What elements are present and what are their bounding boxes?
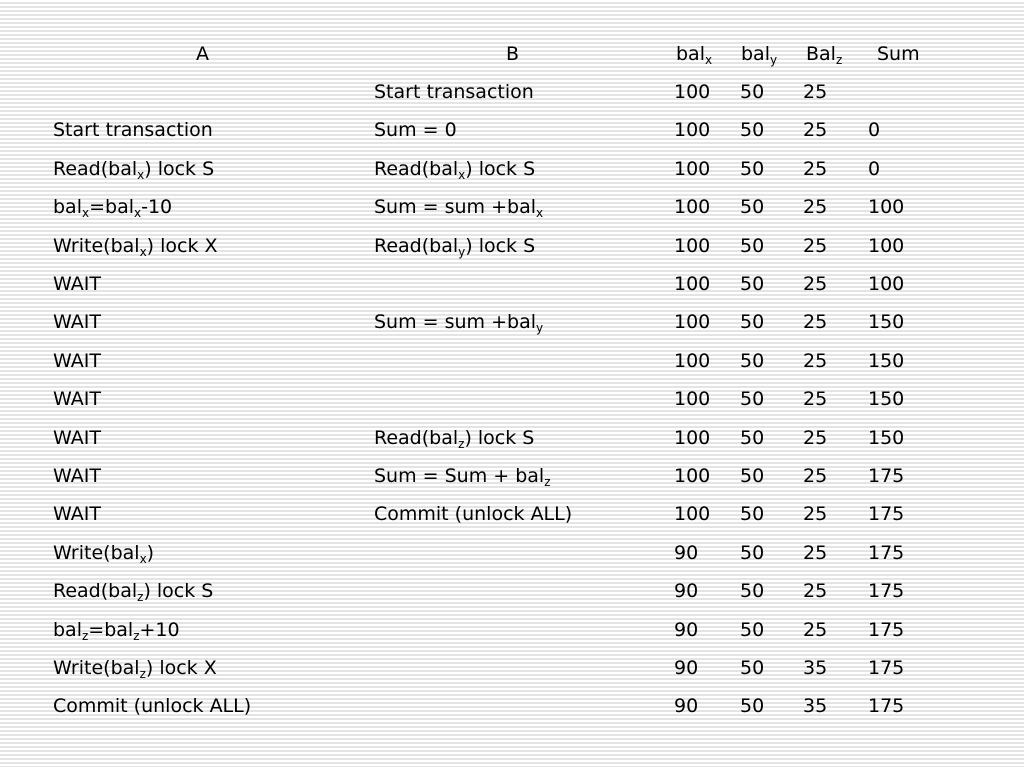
cell-b-text: Commit (unlock ALL): [374, 503, 573, 525]
cell-b: [374, 234, 535, 258]
cell-b-text: ) lock S: [465, 235, 536, 257]
cell-balz: 25: [803, 311, 828, 333]
cell-a-text: ) lock S: [144, 158, 215, 180]
cell-b: [374, 118, 457, 142]
cell-baly: 50: [740, 235, 765, 257]
cell-b: [374, 195, 543, 219]
cell-balz: 25: [803, 158, 828, 180]
cell-b-text: Read(bal: [374, 427, 459, 449]
cell-a-text: +10: [139, 619, 180, 641]
table-row: [0, 80, 1024, 110]
cell-sum: 175: [868, 619, 905, 641]
cell-b-text: ) lock S: [465, 158, 536, 180]
table-row: [0, 310, 1024, 340]
cell-a-subscript: z: [133, 629, 140, 643]
table-row: [0, 541, 1024, 571]
header-balz-base: Bal: [806, 43, 836, 65]
cell-a-text: bal: [53, 619, 82, 641]
cell-b-subscript: x: [458, 168, 466, 182]
cell-balz: 25: [803, 580, 828, 602]
cell-a-text: Read(bal: [53, 580, 138, 602]
cell-balx: 90: [674, 580, 699, 602]
table-row: [0, 157, 1024, 187]
cell-a: [53, 349, 101, 373]
cell-balx: 90: [674, 542, 699, 564]
cell-sum: 150: [868, 388, 905, 410]
header-balx-sub: x: [704, 53, 713, 67]
cell-a: [53, 464, 101, 488]
cell-balx: 100: [674, 465, 711, 487]
cell-b-subscript: x: [536, 206, 544, 220]
cell-b-text: ) lock S: [464, 427, 535, 449]
cell-a-subscript: z: [81, 629, 89, 643]
cell-baly: 50: [740, 465, 765, 487]
cell-a: [53, 618, 180, 642]
cell-a: [53, 579, 213, 603]
cell-sum: 175: [868, 542, 905, 564]
cell-a-text: Write(bal: [53, 657, 140, 679]
cell-balx: 100: [674, 350, 711, 372]
table-row: [0, 502, 1024, 532]
cell-b-subscript: y: [458, 245, 466, 259]
cell-a: [53, 426, 101, 450]
cell-sum: 0: [868, 158, 881, 180]
table-row: [0, 387, 1024, 417]
cell-a-text: ) lock S: [143, 580, 214, 602]
cell-balx: 90: [674, 657, 699, 679]
table-row: [0, 118, 1024, 148]
cell-a-text: Write(bal: [53, 235, 140, 257]
cell-baly: 50: [740, 388, 765, 410]
header-balx: [676, 42, 712, 66]
cell-a-text: ) lock X: [145, 657, 217, 679]
cell-a-subscript: x: [81, 206, 90, 220]
cell-sum: 175: [868, 580, 905, 602]
cell-balz: 25: [803, 196, 828, 218]
header-b: B: [506, 43, 520, 65]
cell-balz: 25: [803, 542, 828, 564]
cell-a: [53, 272, 101, 296]
header-baly-base: bal: [741, 43, 770, 65]
cell-a: [53, 387, 101, 411]
cell-a-text: =bal: [89, 196, 134, 218]
cell-sum: 100: [868, 273, 905, 295]
cell-sum: 175: [868, 695, 905, 717]
cell-balx: 100: [674, 503, 711, 525]
cell-sum: 150: [868, 311, 905, 333]
cell-a: [53, 310, 101, 334]
cell-a-text: WAIT: [53, 311, 101, 333]
cell-baly: 50: [740, 196, 765, 218]
cell-baly: 50: [740, 580, 765, 602]
cell-balx: 100: [674, 158, 711, 180]
cell-a-text: -10: [141, 196, 173, 218]
cell-sum: 175: [868, 465, 905, 487]
cell-b-text: Sum = Sum + bal: [374, 465, 545, 487]
cell-baly: 50: [740, 427, 765, 449]
cell-a: [53, 502, 101, 526]
cell-balz: 25: [803, 388, 828, 410]
cell-b-subscript: z: [458, 437, 465, 451]
cell-balz: 25: [803, 503, 828, 525]
header-row: [0, 42, 1024, 72]
cell-a: [53, 195, 172, 219]
cell-baly: 50: [740, 619, 765, 641]
cell-balx: 100: [674, 427, 711, 449]
cell-a-text: ) lock X: [146, 235, 218, 257]
cell-a-text: WAIT: [53, 465, 101, 487]
cell-a: [53, 234, 218, 258]
cell-a-subscript: x: [139, 245, 147, 259]
cell-a: [53, 157, 214, 181]
cell-baly: 50: [740, 542, 765, 564]
cell-b-subscript: z: [544, 475, 551, 489]
cell-balx: 100: [674, 311, 711, 333]
cell-b: [374, 157, 535, 181]
header-a: A: [196, 43, 209, 65]
cell-b-text: Sum = 0: [374, 119, 457, 141]
cell-a: [53, 656, 217, 680]
cell-balx: 90: [674, 619, 699, 641]
cell-balx: 100: [674, 235, 711, 257]
cell-sum: 175: [868, 503, 905, 525]
cell-a-text: WAIT: [53, 388, 101, 410]
cell-b-text: Sum = sum +bal: [374, 196, 537, 218]
table-row: [0, 426, 1024, 456]
cell-balz: 25: [803, 619, 828, 641]
cell-b: [374, 502, 572, 526]
cell-a-text: bal: [53, 196, 82, 218]
cell-a-subscript: z: [137, 590, 144, 604]
cell-a-subscript: x: [134, 206, 142, 220]
table-row: [0, 656, 1024, 686]
table-row: [0, 272, 1024, 302]
table-row: [0, 618, 1024, 648]
cell-sum: 175: [868, 657, 905, 679]
cell-sum: 150: [868, 350, 905, 372]
cell-baly: 50: [740, 81, 765, 103]
cell-a: [53, 541, 154, 565]
cell-a-text: Write(bal: [53, 542, 140, 564]
header-sum: Sum: [877, 43, 920, 65]
header-baly-sub: y: [769, 53, 778, 67]
cell-sum: 100: [868, 196, 905, 218]
cell-a-text: WAIT: [53, 503, 101, 525]
cell-a: [53, 694, 251, 718]
cell-b-text: Read(bal: [374, 235, 459, 257]
cell-a-subscript: x: [137, 168, 145, 182]
cell-b: [374, 464, 551, 488]
header-balz-sub: z: [835, 53, 843, 67]
cell-balz: 25: [803, 81, 828, 103]
cell-sum: 100: [868, 235, 905, 257]
cell-balz: 25: [803, 235, 828, 257]
cell-baly: 50: [740, 657, 765, 679]
cell-balz: 25: [803, 119, 828, 141]
cell-b-text: Sum = sum +bal: [374, 311, 537, 333]
cell-a-subscript: z: [139, 667, 146, 681]
cell-sum: 0: [868, 119, 881, 141]
cell-a-text: WAIT: [53, 427, 101, 449]
cell-baly: 50: [740, 695, 765, 717]
cell-baly: 50: [740, 273, 765, 295]
cell-balx: 90: [674, 695, 699, 717]
cell-baly: 50: [740, 350, 765, 372]
table-row: [0, 349, 1024, 379]
cell-balz: 35: [803, 695, 828, 717]
header-balz: [806, 42, 842, 66]
cell-baly: 50: [740, 158, 765, 180]
header-baly: [741, 42, 777, 66]
cell-a-text: WAIT: [53, 350, 101, 372]
cell-a-text: Read(bal: [53, 158, 138, 180]
cell-balz: 25: [803, 427, 828, 449]
cell-b: [374, 310, 543, 334]
cell-baly: 50: [740, 503, 765, 525]
cell-balx: 100: [674, 119, 711, 141]
cell-b: [374, 426, 534, 450]
cell-a-text: Commit (unlock ALL): [53, 695, 252, 717]
cell-balx: 100: [674, 81, 711, 103]
cell-a-text: Start transaction: [53, 119, 213, 141]
cell-b-text: Start transaction: [374, 81, 534, 103]
cell-balx: 100: [674, 273, 711, 295]
table-row: [0, 579, 1024, 609]
table-row: [0, 234, 1024, 264]
cell-a-subscript: x: [139, 552, 147, 566]
cell-balz: 25: [803, 350, 828, 372]
table-row: [0, 694, 1024, 724]
cell-balz: 25: [803, 273, 828, 295]
cell-sum: 150: [868, 427, 905, 449]
table-row: [0, 195, 1024, 225]
table-row: [0, 464, 1024, 494]
cell-a-text: ): [146, 542, 155, 564]
cell-a-text: WAIT: [53, 273, 101, 295]
cell-a: [53, 118, 213, 142]
cell-b: [374, 80, 534, 104]
cell-balz: 25: [803, 465, 828, 487]
cell-b-subscript: y: [536, 321, 544, 335]
cell-b-text: Read(bal: [374, 158, 459, 180]
cell-a-text: =bal: [88, 619, 134, 641]
cell-baly: 50: [740, 311, 765, 333]
cell-balz: 35: [803, 657, 828, 679]
cell-balx: 100: [674, 388, 711, 410]
cell-baly: 50: [740, 119, 765, 141]
header-balx-base: bal: [676, 43, 705, 65]
cell-balx: 100: [674, 196, 711, 218]
